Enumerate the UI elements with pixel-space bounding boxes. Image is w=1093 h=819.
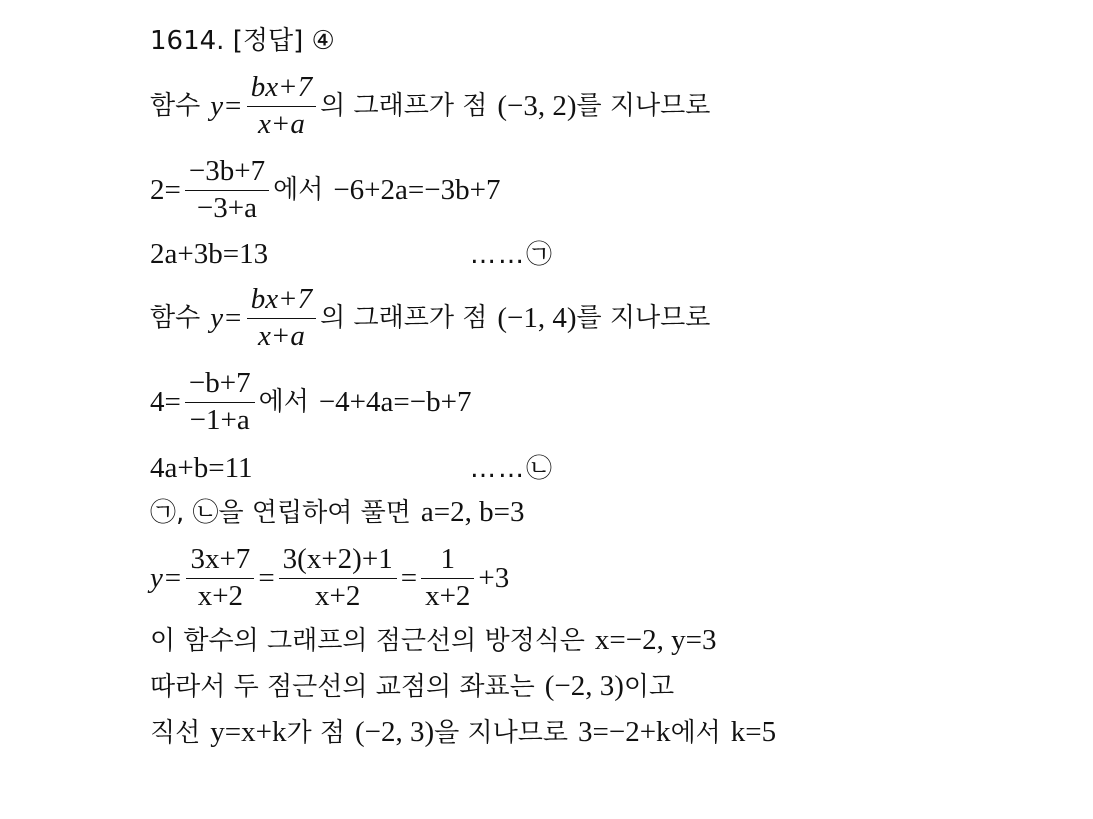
lhs-y: y= xyxy=(150,561,183,594)
statement-line-10 xyxy=(150,672,674,701)
text-intersection: 따라서 두 점근선의 교점의 좌표는 xyxy=(150,671,535,702)
text-passes: 를 지나므로 xyxy=(576,91,711,122)
statement-line-11 xyxy=(150,718,776,747)
equation-tag-1: ……㉠ xyxy=(470,239,555,270)
substitution: 3=−2+k xyxy=(577,716,671,748)
point: (−2, 3) xyxy=(354,716,435,748)
denominator-1: x+2 xyxy=(197,579,244,612)
equals-2: = xyxy=(400,561,418,594)
solution: a=2, b=3 xyxy=(420,496,525,528)
header-text: 1614. [정답] ④ xyxy=(150,26,335,56)
denominator: −1+a xyxy=(189,403,250,436)
point: (−3, 2) xyxy=(497,89,577,122)
tail: +3 xyxy=(478,561,510,594)
statement-line-7 xyxy=(150,498,524,527)
numerator-3: 1 xyxy=(440,543,455,575)
answer-header xyxy=(150,28,335,54)
denominator: −3+a xyxy=(196,191,258,224)
asymptote-equations: x=−2, y=3 xyxy=(594,624,717,656)
statement-line-1 xyxy=(150,72,710,141)
denominator: x+a xyxy=(257,107,305,140)
text-function: 함수 xyxy=(150,91,201,122)
text-from: 에서 xyxy=(670,717,721,748)
fraction xyxy=(247,284,316,353)
rhs-equation: −6+2a=−3b+7 xyxy=(333,173,501,206)
text-graph-passes: 의 그래프가 점 xyxy=(320,91,488,122)
equation-1: 2a+3b=13 xyxy=(150,238,269,270)
numerator: bx+7 xyxy=(250,283,313,315)
fraction xyxy=(185,156,269,225)
numerator-2: 3(x+2)+1 xyxy=(282,543,393,575)
fraction-3 xyxy=(421,544,474,613)
text-function: 함수 xyxy=(150,303,201,334)
text-from: 에서 xyxy=(258,387,309,418)
numerator-1: 3x+7 xyxy=(190,543,251,575)
fraction xyxy=(185,368,255,437)
equation-line-5 xyxy=(150,368,471,437)
text-from: 에서 xyxy=(273,175,324,206)
line-equation: y=x+k xyxy=(210,716,287,748)
denominator-2: x+2 xyxy=(315,579,361,612)
text-asymptote: 이 함수의 그래프의 점근선의 방정식은 xyxy=(150,625,585,656)
text-line: 직선 xyxy=(150,717,201,748)
lhs-y: y= xyxy=(210,301,243,334)
numerator: bx+7 xyxy=(250,71,313,103)
text-passes: 을 지나므로 xyxy=(434,717,568,748)
intersection-point: (−2, 3) xyxy=(544,670,624,702)
statement-line-9 xyxy=(150,626,717,655)
final-answer: k=5 xyxy=(730,716,777,748)
denominator-3: x+2 xyxy=(425,579,471,612)
fraction xyxy=(247,72,316,141)
equation-line-6 xyxy=(150,454,570,483)
lhs: 2= xyxy=(150,173,181,206)
fraction-2 xyxy=(279,544,397,613)
text-point: 가 점 xyxy=(286,717,345,748)
text-solve: ㉠, ㉡을 연립하여 풀면 xyxy=(150,497,411,528)
denominator: x+a xyxy=(257,319,305,352)
point: (−1, 4) xyxy=(497,301,577,334)
numerator: −3b+7 xyxy=(188,155,266,187)
equals-1: = xyxy=(258,561,275,594)
lhs-y: y= xyxy=(210,89,243,122)
fraction-1 xyxy=(186,544,254,613)
equation-line-2 xyxy=(150,156,500,225)
statement-line-4 xyxy=(150,284,710,353)
text-and: 이고 xyxy=(623,671,675,702)
text-graph-passes: 의 그래프가 점 xyxy=(320,303,488,334)
equation-line-3 xyxy=(150,240,570,269)
lhs: 4= xyxy=(150,385,181,418)
equation-line-8 xyxy=(150,544,509,613)
numerator: −b+7 xyxy=(188,367,251,399)
equation-tag-2: ……㉡ xyxy=(470,453,555,484)
rhs-equation: −4+4a=−b+7 xyxy=(318,385,472,418)
text-passes: 를 지나므로 xyxy=(576,303,711,334)
equation-2: 4a+b=11 xyxy=(150,452,253,484)
